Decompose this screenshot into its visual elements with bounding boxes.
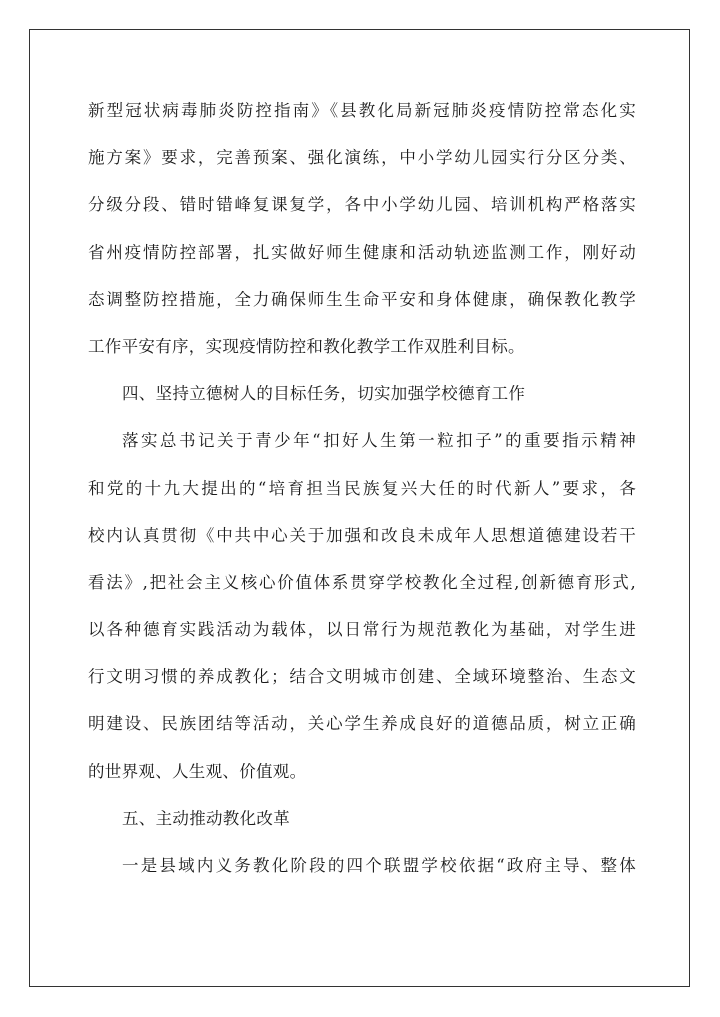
section-heading-4: 四、坚持立德树人的目标任务，切实加强学校德育工作 (122, 384, 526, 404)
text-line-10: 校内认真贯彻《中共中心关于加强和改良未成年人思想道德建设若干 (88, 525, 636, 545)
text-line-13: 行文明习惯的养成教化；结合文明城市创建、全域环境整治、生态文 (88, 667, 636, 687)
text-line-8: 落实总书记关于青少年“扣好人生第一粒扣子”的重要指示精神 (122, 431, 636, 451)
text-line-15: 的世界观、人生观、价值观。 (88, 761, 307, 781)
text-line-14: 明建设、民族团结等活动，关心学生养成良好的道德品质，树立正确 (88, 714, 636, 734)
text-line-1: 新型冠状病毒肺炎防控指南》《县教化局新冠肺炎疫情防控常态化实 (88, 101, 636, 120)
text-line-2: 施方案》要求，完善预案、强化演练，中小学幼儿园实行分区分类、 (88, 148, 636, 168)
text-line-5: 态调整防控措施，全力确保师生生命平安和身体健康，确保教化教学 (88, 289, 636, 309)
text-line-4: 省州疫情防控部署，扎实做好师生健康和活动轨迹监测工作，刚好动 (88, 242, 636, 262)
text-line-17: 一是县域内义务教化阶段的四个联盟学校依据“政府主导、整体 (122, 856, 636, 875)
text-line-3: 分级分段、错时错峰复课复学，各中小学幼儿园、培训机构严格落实 (88, 195, 636, 215)
section-heading-5: 五、主动推动教化改革 (122, 808, 290, 828)
text-line-6: 工作平安有序，实现疫情防控和教化教学工作双胜利目标。 (88, 336, 525, 356)
text-line-11: 看法》,把社会主义核心价值体系贯穿学校教化全过程,创新德育形式, (88, 572, 636, 592)
text-line-12: 以各种德育实践活动为载体，以日常行为规范教化为基础，对学生进 (88, 620, 636, 640)
text-line-9: 和党的十九大提出的“培育担当民族复兴大任的时代新人”要求，各 (88, 478, 636, 498)
document-body (88, 93, 636, 895)
